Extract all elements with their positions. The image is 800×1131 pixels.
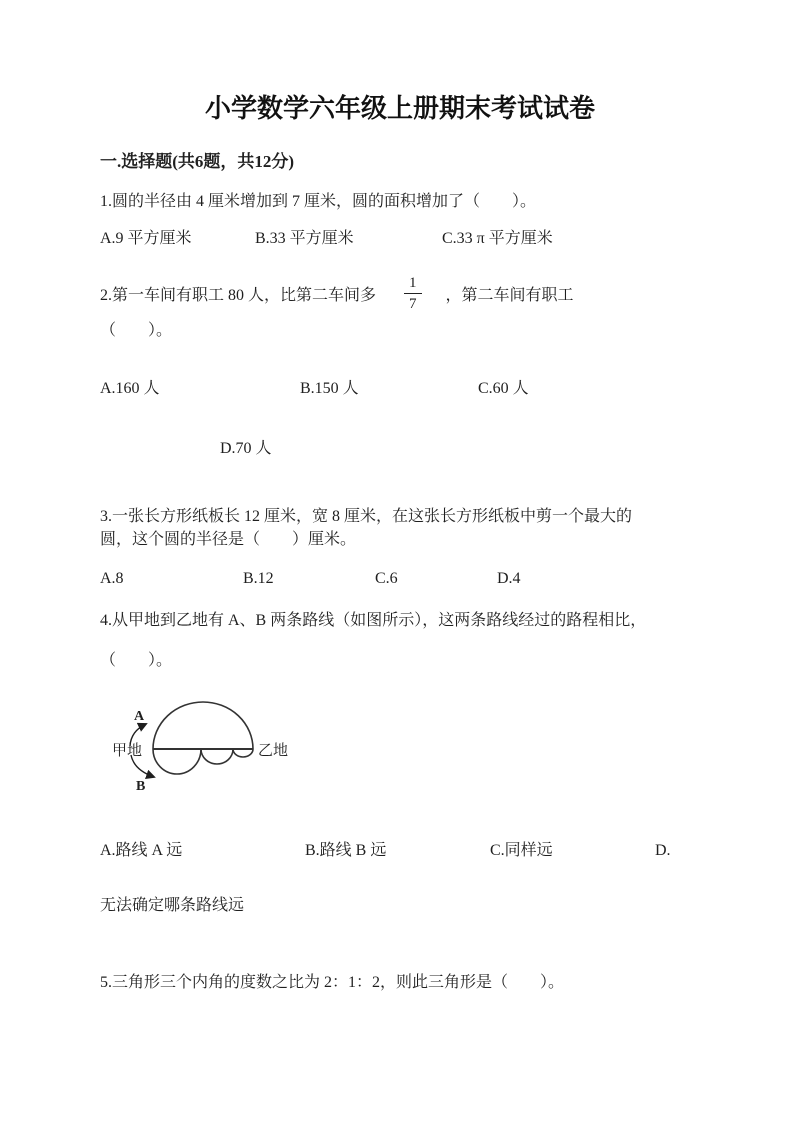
route-diagram-svg: [100, 692, 310, 817]
q2-option-b: B.150 人: [300, 380, 359, 397]
q2-fraction-denominator: 7: [409, 295, 417, 312]
q4-route-diagram: [100, 692, 700, 817]
q3-text-line1: 3.一张长方形纸板长 12 厘米，宽 8 厘米，在这张长方形纸板中剪一个最大的: [100, 508, 633, 525]
question-2-text: [100, 270, 700, 316]
question-4-text-line2: （ ）。: [100, 652, 173, 669]
section-header: 一.选择题(共6题，共12分): [100, 152, 295, 171]
q1-option-b: B.33 平方厘米: [255, 230, 354, 247]
q2-text-after-fraction: ，第二车间有职工: [445, 286, 574, 304]
route-b-arc-3: [233, 749, 253, 757]
question-3-text: [100, 505, 700, 551]
q2-text-before-fraction: 2.第一车间有职工 80 人，比第二车间多: [100, 286, 377, 304]
q3-option-c: C.6: [375, 570, 398, 587]
q4-option-a: A.路线 A 远: [100, 842, 183, 859]
q2-fraction: [404, 274, 422, 313]
q2-option-c: C.60 人: [478, 380, 529, 397]
q3-option-a: A.8: [100, 570, 124, 587]
q1-option-a: A.9 平方厘米: [100, 230, 192, 247]
question-2-options: [100, 378, 700, 400]
question-1-text: 1.圆的半径由 4 厘米增加到 7 厘米，圆的面积增加了（ ）。: [100, 193, 537, 210]
question-1-options: [100, 228, 700, 250]
q4-option-d: D.: [655, 842, 671, 859]
question-3-options: [100, 568, 700, 590]
question-4-options: [100, 840, 700, 862]
q4-option-d-line2: 无法确定哪条路线远: [100, 897, 245, 914]
route-a-arc: [153, 702, 253, 749]
q2-option-d: D.70 人: [220, 440, 272, 457]
q3-text-line2: 圆，这个圆的半径是（ ）厘米。: [100, 531, 357, 548]
route-b-label: B: [136, 779, 146, 794]
start-place-label: 甲地: [112, 743, 143, 759]
end-place-label: 乙地: [258, 743, 289, 759]
q3-option-d: D.4: [497, 570, 521, 587]
q4-option-c: C.同样远: [490, 842, 553, 859]
page-title: 小学数学六年级上册期末考试试卷: [204, 94, 595, 123]
route-b-arc-2: [201, 749, 233, 764]
q3-option-b: B.12: [243, 570, 274, 587]
question-5-text: 5.三角形三个内角的度数之比为 2：1：2，则此三角形是（ ）。: [100, 974, 565, 991]
q2-option-a: A.160 人: [100, 380, 160, 397]
q4-option-b: B.路线 B 远: [305, 842, 387, 859]
route-a-label: A: [134, 709, 145, 724]
q1-option-c: C.33 π 平方厘米: [442, 230, 553, 247]
q2-fraction-numerator: 1: [404, 274, 422, 294]
question-2-text-line2: （ ）。: [100, 322, 173, 339]
question-4-text: 4.从甲地到乙地有 A、B 两条路线（如图所示），这两条路线经过的路程相比，: [100, 612, 647, 629]
route-b-arc-1: [153, 749, 201, 774]
